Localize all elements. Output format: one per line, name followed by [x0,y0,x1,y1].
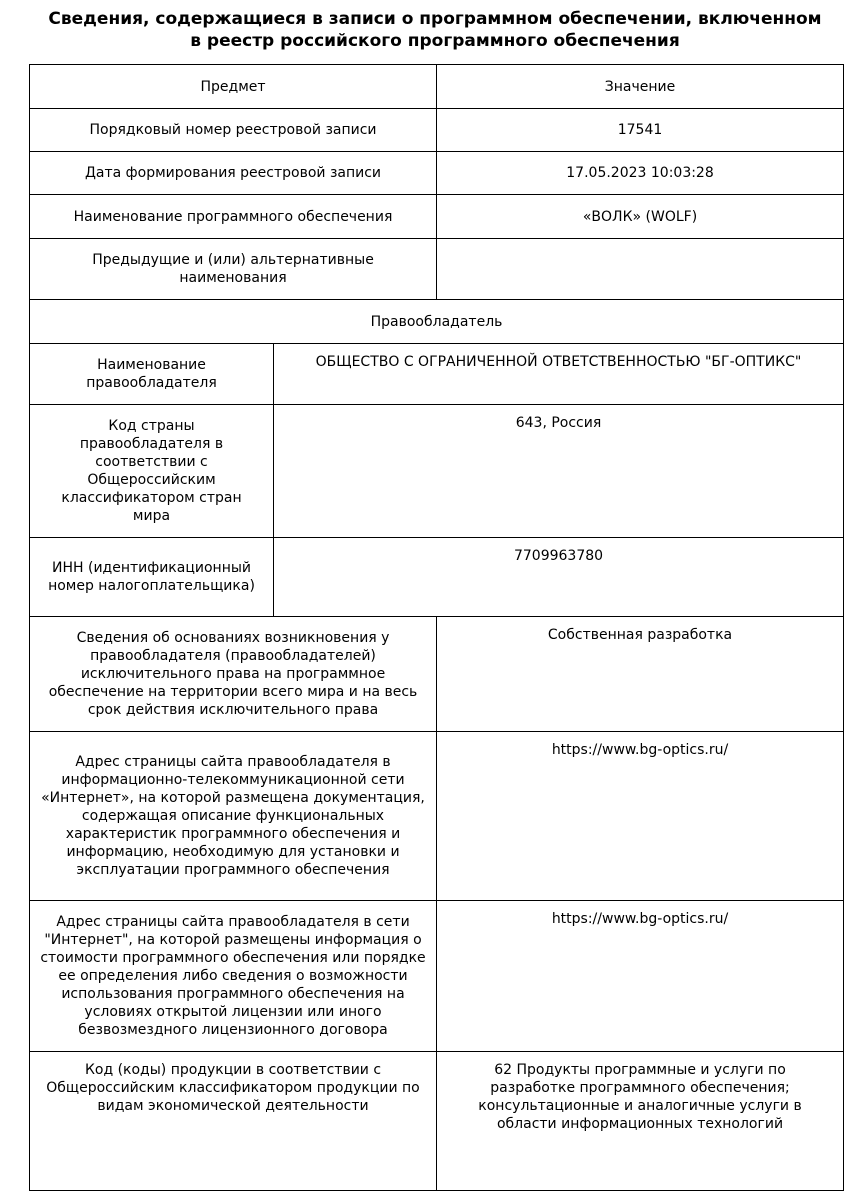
docs-url-value: https://www.bg-optics.ru/ [437,732,844,901]
holder-name-value: ОБЩЕСТВО С ОГРАНИЧЕННОЙ ОТВЕТСТВЕННОСТЬЮ "БГ-ОПТИКС" [274,344,844,405]
header-subject: Предмет [30,65,437,109]
holder-inn-label: ИНН (идентификационный номер налогоплательщика) [30,538,274,617]
table-row [30,901,844,1052]
rights-basis-label: Сведения об основаниях возникновения у правообладателя (правообладателей) исключительного права на программное обеспечение на территории всего мира и на весь срок действия исключительного права [30,617,437,732]
rights-basis-value: Собственная разработка [437,617,844,732]
page-title [20,8,850,52]
table-row [30,152,844,195]
software-name-label: Наименование программного обеспечения [30,195,437,239]
table-row [30,1052,844,1191]
table-row [30,344,844,405]
table-row [30,617,844,732]
holder-name-label: Наименование правообладателя [30,344,274,405]
header-value: Значение [437,65,844,109]
holder-country-value: 643, Россия [274,405,844,538]
record-date-value: 17.05.2023 10:03:28 [437,152,844,195]
price-url-label: Адрес страницы сайта правообладателя в сети "Интернет", на которой размещены информация о стоимости программного обеспечения или порядке ее определения либо сведения о возможности использования программного обеспечения на условиях открытой лицензии или иного безвозмездного лицензионного договора [30,901,437,1052]
table-row [30,732,844,901]
table-row [30,300,844,344]
page-title-line-1: Сведения, содержащиеся в записи о программном обеспечении, включенном [48,9,822,29]
table-row [30,405,844,538]
table-row [30,538,844,617]
record-number-label: Порядковый номер реестровой записи [30,109,437,152]
price-url-value: https://www.bg-optics.ru/ [437,901,844,1052]
previous-names-value [437,239,844,300]
page-title-line-2: в реестр российского программного обеспечения [190,31,680,51]
software-name-value: «ВОЛК» (WOLF) [437,195,844,239]
okpd-code-value: 62 Продукты программные и услуги по разработке программного обеспечения; консультационные и аналогичные услуги в области информационных технологий [437,1052,844,1191]
table-row [30,195,844,239]
holder-inn-value: 7709963780 [274,538,844,617]
table-row [30,239,844,300]
table-row [30,109,844,152]
docs-url-label: Адрес страницы сайта правообладателя в информационно-телекоммуникационной сети «Интернет», на которой размещена документация, содержащая описание функциональных характеристик программного обеспечения и информацию, необходимую для установки и эксплуатации программного обеспечения [30,732,437,901]
okpd-code-label: Код (коды) продукции в соответствии с Общероссийским классификатором продукции по видам экономической деятельности [30,1052,437,1191]
record-number-value: 17541 [437,109,844,152]
record-date-label: Дата формирования реестровой записи [30,152,437,195]
table-header-row [30,65,844,109]
previous-names-label: Предыдущие и (или) альтернативные наименования [30,239,437,300]
holder-country-label: Код страны правообладателя в соответствии с Общероссийским классификатором стран мира [30,405,274,538]
registry-table [29,64,844,1191]
holder-section-title: Правообладатель [30,300,844,344]
